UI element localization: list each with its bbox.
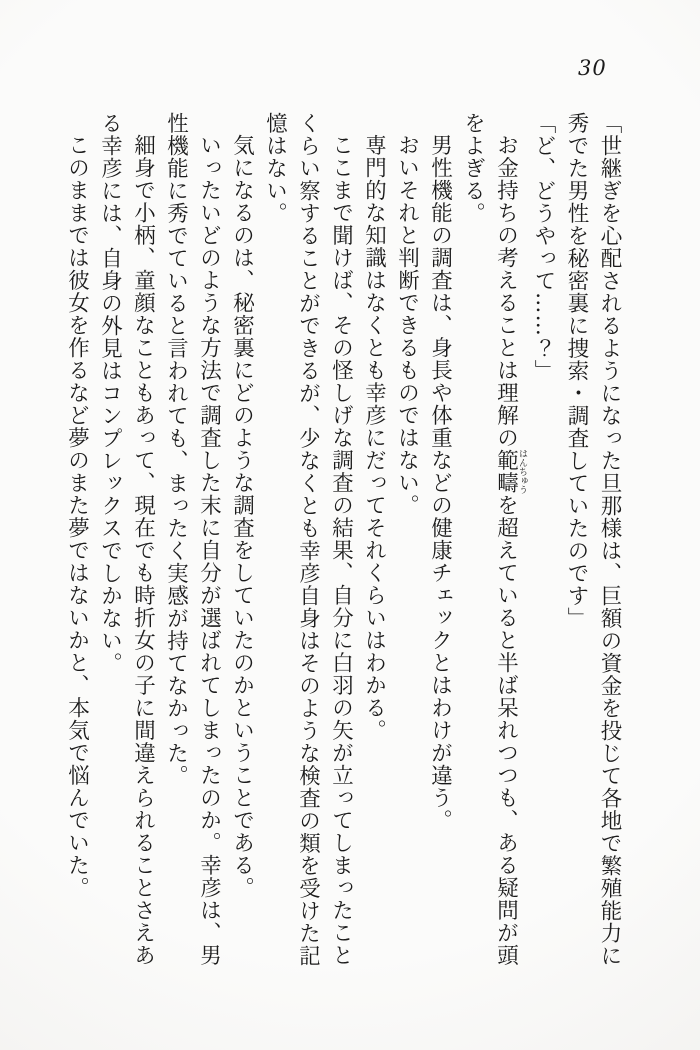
vertical-text-block bbox=[61, 112, 627, 970]
text-line-5: をよぎる。 bbox=[460, 112, 486, 225]
text-line-14: 性機能に秀でていると言われても、まったく実感が持てなかった。 bbox=[163, 112, 189, 787]
text-line-1: 「世継ぎを心配されるようになった旦那様は、巨額の資金を投じて各地で繁殖能力に bbox=[597, 112, 622, 967]
text-line-15: 細身で小柄、童顔なこともあって、現在でも時折女の子に間違えられることさえあ bbox=[130, 133, 156, 966]
text-line-12: 気になるのは、秘密裏にどのような調査をしていたのかということである。 bbox=[229, 133, 255, 899]
text-line-17: このままでは彼女を作るなど夢のまた夢ではないかと、本気で悩んでいた。 bbox=[64, 133, 90, 899]
text-line-10: くらい察することができるが、少なくとも幸彦自身はそのような検査の類を受けた記 bbox=[295, 112, 321, 967]
furigana-ruby: 範疇はんちゅう bbox=[493, 448, 527, 494]
text-line-6: 男性機能の調査は、身長や体重などの健康チェックとはわけが違う。 bbox=[427, 133, 453, 831]
text-line-2: 秀でた男性を秘密裏に捜索・調査していたのです」 bbox=[564, 112, 589, 630]
text-line-3: 「ど、どうやって……？」 bbox=[531, 112, 556, 382]
text-line-13: いったいどのような方法で調査した末に自分が選ばれてしまったのか。幸彦は、男 bbox=[196, 133, 222, 966]
text-line-8: 専門的な知識はなくとも幸彦にだってそれくらいはわかる。 bbox=[361, 133, 387, 741]
text-line-9: ここまで聞けば、その怪しげな調査の結果、自分に白羽の矢が立ってしまったこと bbox=[328, 133, 354, 966]
text-line-16: る幸彦には、自身の外見はコンプレックスでしかない。 bbox=[97, 112, 123, 675]
text-line-4: お金持ちの考えることは理解の範疇はんちゅうを超えていると半ば呆れつつも、ある疑問が頭 bbox=[493, 133, 527, 966]
text-line-11: 憶はない。 bbox=[262, 112, 288, 225]
text-line-7: おいそれと判断できるものではない。 bbox=[394, 133, 420, 516]
page-number: 30 bbox=[578, 56, 607, 80]
